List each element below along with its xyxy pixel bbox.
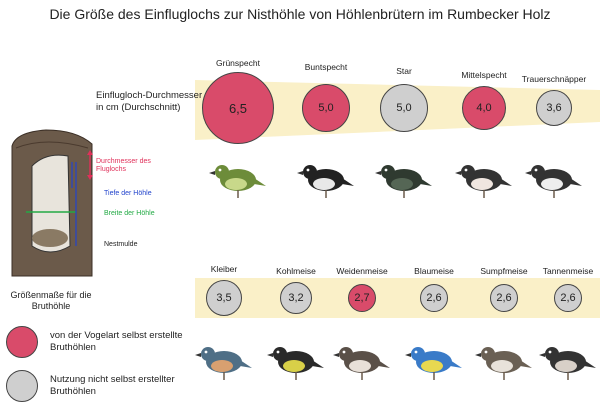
bird-illustration-mittelspecht <box>454 150 514 206</box>
diameter-circle-kohlmeise: 3,2 <box>280 282 312 314</box>
legend-gray-label: Nutzung nicht selbst erstellter Bruthöhlen <box>50 374 175 397</box>
bird-name-star: Star <box>396 66 412 76</box>
bird-illustration-kohlmeise <box>266 332 326 388</box>
label-nestmulde: Nestmulde <box>104 241 138 248</box>
bird-illustration-blaumeise <box>404 332 464 388</box>
band-row2 <box>195 278 600 318</box>
bird-illustration-gruenspecht <box>208 150 268 206</box>
bird-name-mittelspecht: Mittelspecht <box>461 70 507 80</box>
bird-name-buntspecht: Buntspecht <box>304 62 348 72</box>
bird-illustration-star <box>374 150 434 206</box>
legend-gray-swatch <box>6 370 38 402</box>
label-durchmesser: Durchmesser des Fluglochs <box>96 158 151 173</box>
diameter-circle-buntspecht: 5,0 <box>302 84 350 132</box>
diameter-circle-blaumeise: 2,6 <box>420 284 448 312</box>
bird-illustration-weidenmeise <box>332 332 392 388</box>
diameter-circle-gruenspecht: 6,5 <box>202 72 274 144</box>
legend-red-swatch <box>6 326 38 358</box>
bird-illustration-trauerschnaepper <box>524 150 584 206</box>
diameter-circle-kleiber: 3,5 <box>206 280 242 316</box>
bird-name-kohlmeise: Kohlmeise <box>276 266 316 276</box>
legend-red-label: von der Vogelart selbst erstellte Bruthöhlen <box>50 330 183 353</box>
diameter-circle-tannenmeise: 2,6 <box>554 284 582 312</box>
bird-name-gruenspecht: Grünspecht <box>216 58 260 68</box>
diameter-circle-weidenmeise: 2,7 <box>348 284 376 312</box>
diameter-circle-trauerschnaepper: 3,6 <box>536 90 572 126</box>
diameter-circle-star: 5,0 <box>380 84 428 132</box>
label-breite: Breite der Höhle <box>104 210 155 217</box>
page-title: Die Größe des Einfluglochs zur Nisthöhle von Höhlenbrütern im Rumbecker Holz <box>49 6 551 22</box>
bird-name-blaumeise: Blaumeise <box>414 266 454 276</box>
bird-name-weidenmeise: Weidenmeise <box>336 266 388 276</box>
nest-caption: Größenmaße für die Bruthöhle <box>10 290 92 311</box>
bird-name-trauerschnaepper: Trauerschnäpper <box>521 74 587 84</box>
bird-illustration-kleiber <box>194 332 254 388</box>
diameter-circle-mittelspecht: 4,0 <box>462 86 506 130</box>
bird-name-tannenmeise: Tannenmeise <box>542 266 594 276</box>
diameter-circle-sumpfmeise: 2,6 <box>490 284 518 312</box>
bird-name-kleiber: Kleiber <box>210 264 238 274</box>
diameter-label: Einflugloch-Durchmesser in cm (Durchschnitt) <box>96 90 203 113</box>
bird-illustration-buntspecht <box>296 150 356 206</box>
diameter-arrow-icon <box>84 150 96 180</box>
bird-name-sumpfmeise: Sumpfmeise <box>480 266 528 276</box>
bird-illustration-tannenmeise <box>538 332 598 388</box>
label-tiefe: Tiefe der Höhle <box>104 190 152 197</box>
bird-illustration-sumpfmeise <box>474 332 534 388</box>
